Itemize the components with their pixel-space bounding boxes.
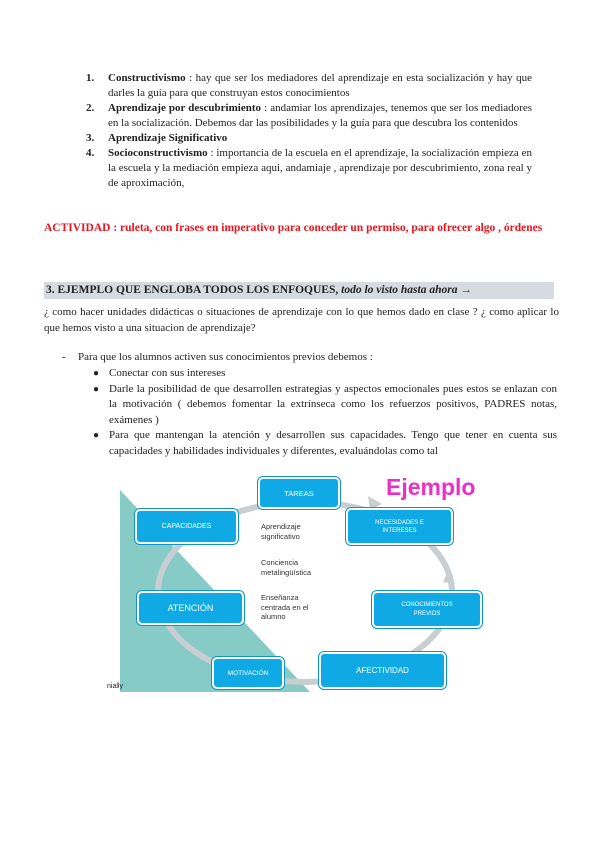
node-capacidades: CAPACIDADES [135,509,238,544]
approach-title: Aprendizaje Significativo [108,132,228,144]
item-number: 2. [86,102,95,114]
question-paragraph: ¿ como hacer unidades didácticas o situaciones de aprendizaje con lo que hemos dado en clase ? ¿ como aplicar lo que hemos visto a una situacion de aprendizaje? [44,306,559,334]
learning-cycle-diagram [107,474,490,692]
approach-text: hay que ser los mediadores del aprendizaje en esta socialización y hay que darles la guía para que construyan estos conocimientos [108,72,532,99]
section-subtitle: todo lo visto hasta ahora → [338,284,472,296]
dash-marker: - [62,351,66,363]
node-atencion: ATENCIÓN [137,591,244,625]
item-number: 3. [86,132,95,144]
approach-text: importancia de la escuela en el aprendizaje, la socialización empieza en la escuela y la mediación empieza aqui, andamiaje , aprendizaje por descubrimiento, zona real y de aproximación, [108,147,532,189]
approach-item: 4. Socioconstructivismo : importancia de la escuela en el aprendizaje, la socialización empieza en la escuela y la mediación empieza aqui, andamiaje , aprendizaje por descubrimiento, zona real y de aproximación, [86,147,532,189]
approach-item: 1. Constructivismo : hay que ser los mediadores del aprendizaje en esta socialización y hay que darles la guía para que construyan estos conocimientos [86,72,532,99]
approach-item [86,131,532,146]
dash-item-text: Para que los alumnos activen sus conocimientos previos debemos : [78,351,373,363]
center-label-conciencia: Conciencia metalingüística [261,558,312,577]
approach-title: Aprendizaje por descubrimiento [108,102,261,114]
section-title: 3. EJEMPLO QUE ENGLOBA TODOS LOS ENFOQUES, [46,284,339,296]
bullet-icon: ● [93,430,100,441]
center-label-ensenanza: Enseñanza centrada en el alumno [261,593,309,621]
approach-title: Constructivismo [108,72,186,84]
bullet-icon: ● [93,383,100,395]
brand-logo: nially [107,683,123,690]
section-heading [44,282,554,299]
bullet-list [92,366,557,459]
center-label-aprendizaje: Aprendizaje significativo [261,522,301,541]
bullet-icon: ● [93,368,100,379]
approach-title: Socioconstructivismo [108,147,208,159]
bullet-item: ● Conectar con sus intereses [92,366,557,382]
node-tareas: TAREAS [258,477,340,509]
item-number: 4. [86,147,95,159]
node-motivacion: MOTIVACIÓN [212,657,284,689]
bullet-item: ● Para que mantengan la atención y desarrollen sus capacidades. Tengo que tener en cuenta sus capacidades y habilidades individuales y diferentes, evaluándolas como tal [93,429,557,457]
activity-note: ACTIVIDAD : ruleta, con frases en imperativo para conceder un permiso, para ofrecer algo , órdenes [44,222,543,234]
node-conocimientos-previos: CONOCIMIENTOS PREVIOS [372,591,482,628]
bullet-item: ● Darle la posibilidad de que desarrollen estrategias y aspectos emocionales pues estos se enlazan con la motivación ( debemos fomentar la extrínseca como los refuerzos positivos, PADRES notas, exámenes ) [93,382,557,426]
cycle-arrow-icon [443,569,455,584]
approaches-list [86,71,532,191]
node-afectividad: AFECTIVIDAD [319,652,446,689]
node-necesidades-intereses: NECESIDADES E INTERESES [346,508,453,545]
item-number: 1. [86,72,95,84]
approach-text: andamiar los aprendizajes, tenemos que ser los mediadores en la socialización. Debemos dar las posibilidades y la guía para que descubra los contenidos [108,102,532,129]
approach-item: 2. Aprendizaje por descubrimiento : andamiar los aprendizajes, tenemos que ser los mediadores en la socialización. Debemos dar las posibilidades y la guía para que descubra los contenidos [86,102,532,129]
ejemplo-title: Ejemplo [386,474,476,500]
